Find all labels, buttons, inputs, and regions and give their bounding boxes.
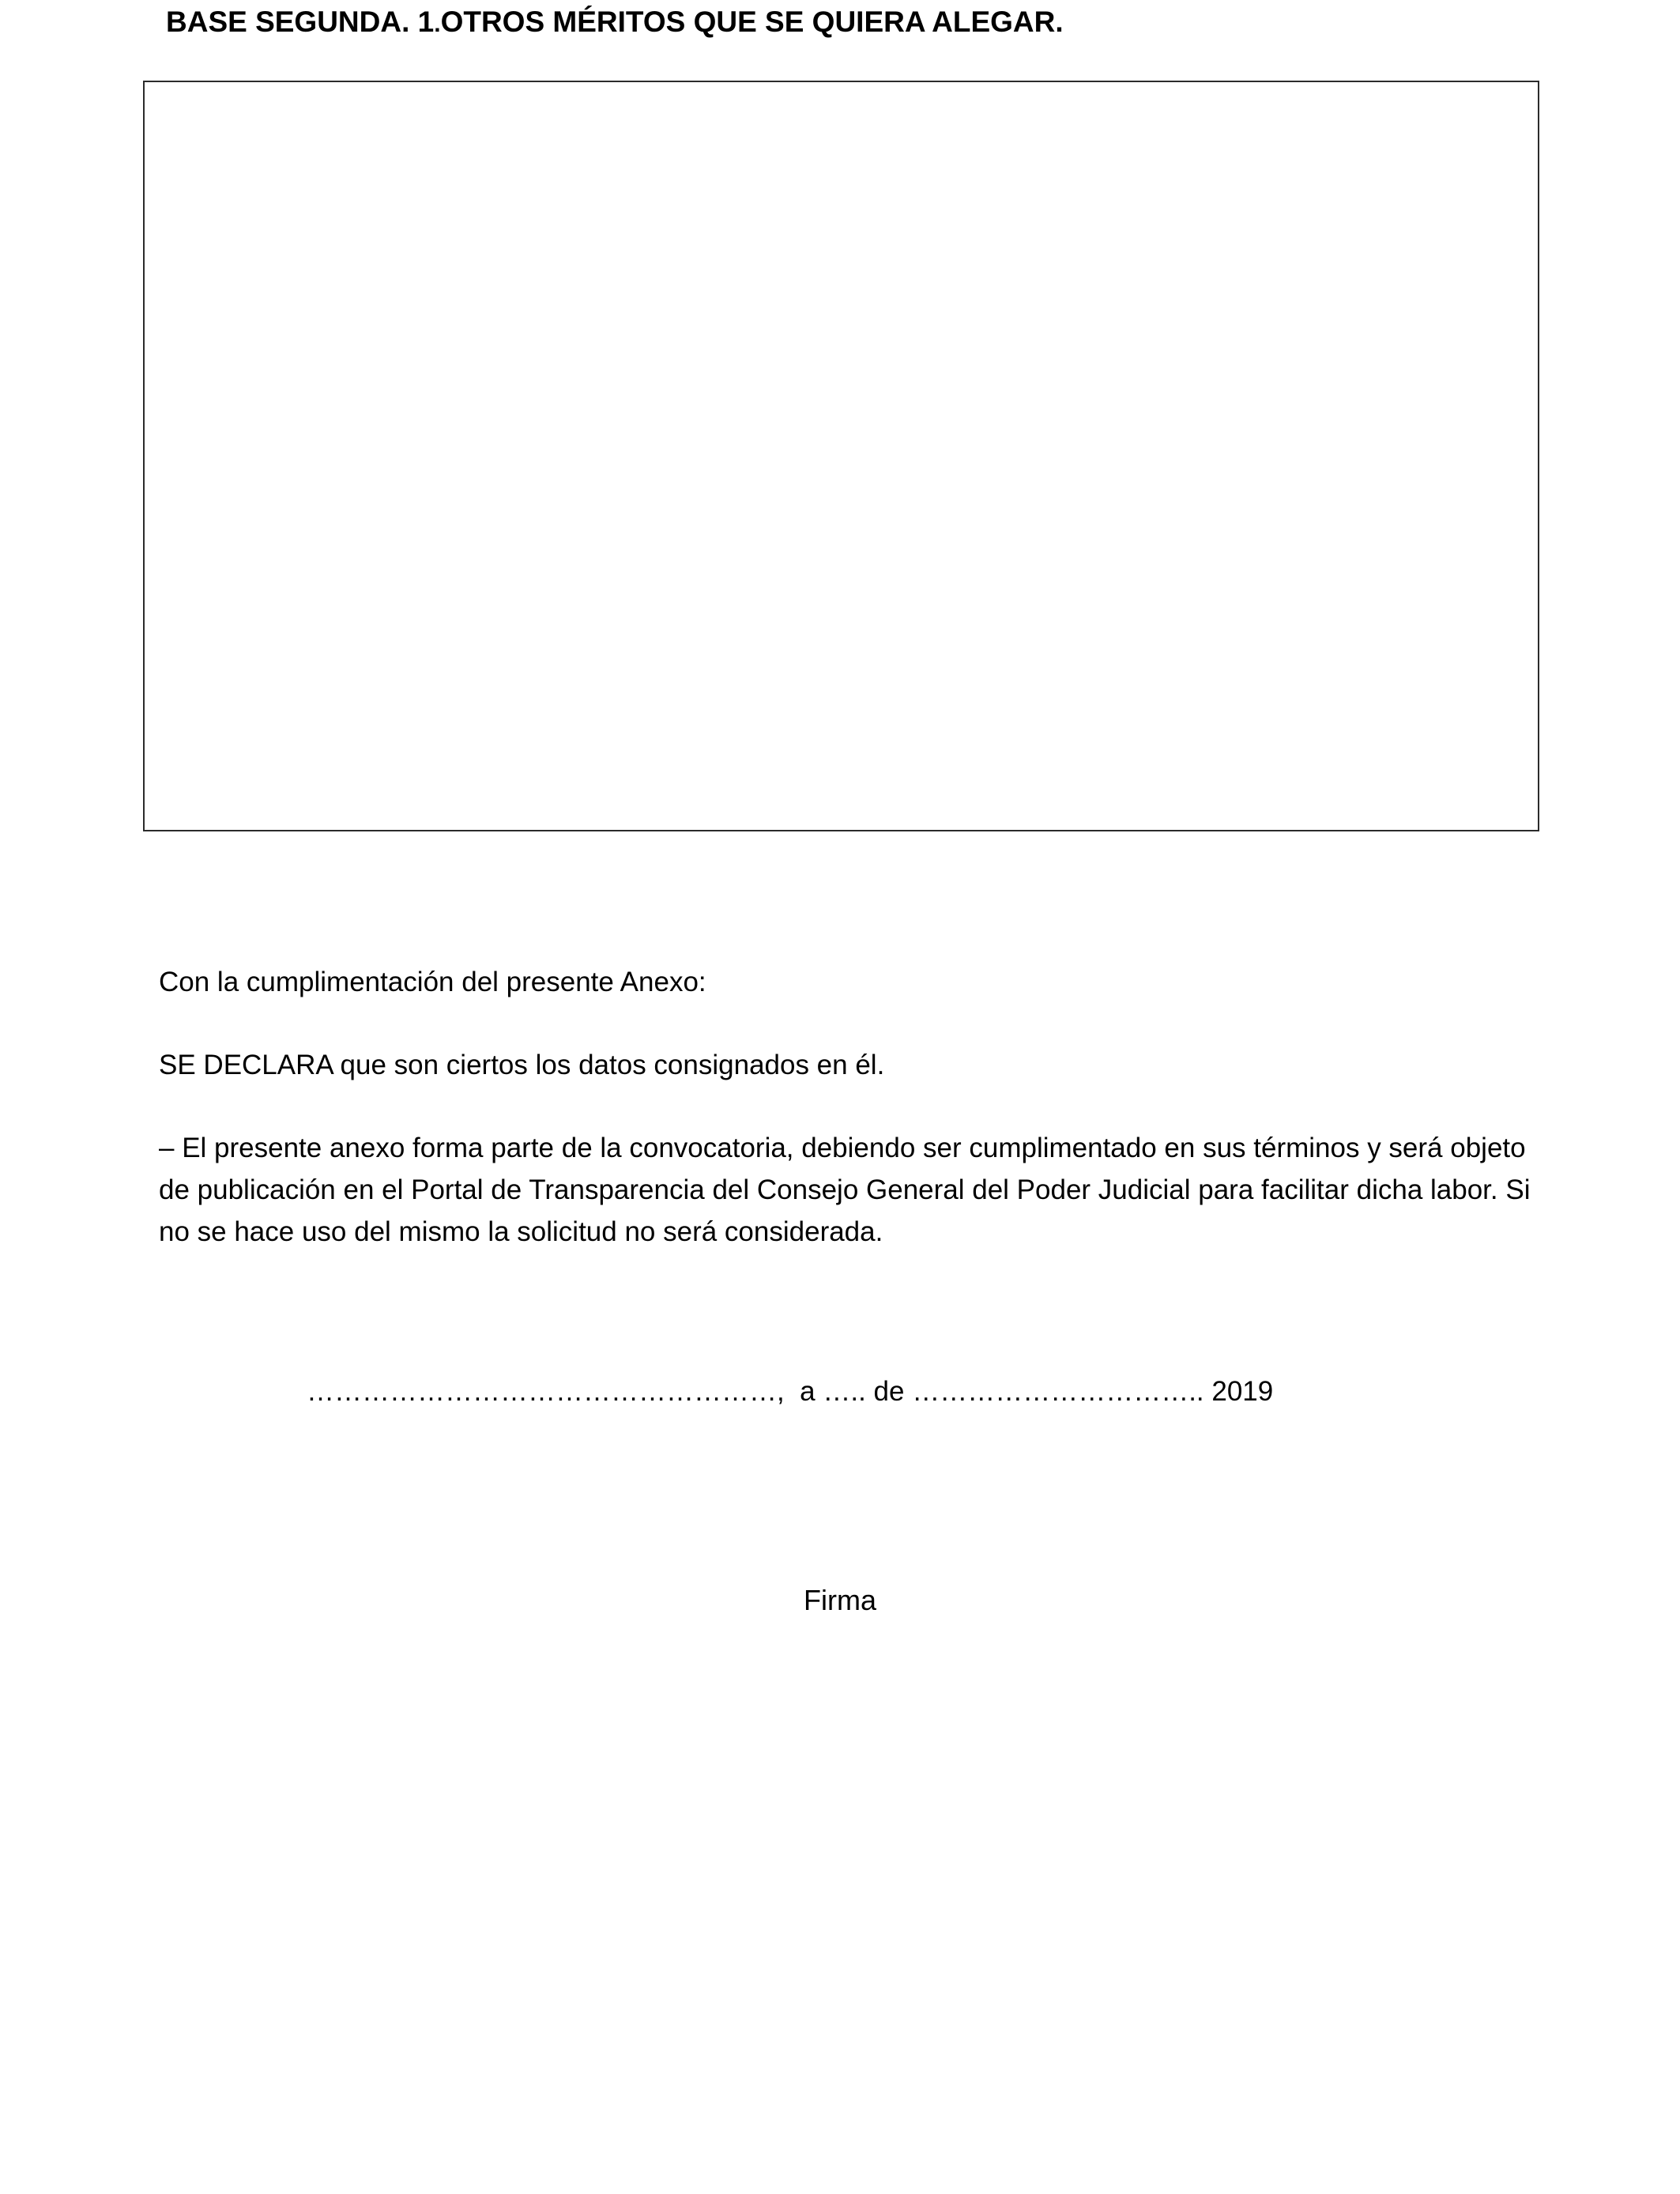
annex-note bbox=[159, 1127, 1550, 1253]
annex-note-line: no se hace uso del mismo la solicitud no será considerada. bbox=[159, 1216, 883, 1247]
section-heading-title: OTROS MÉRITOS QUE SE QUIERA ALEGAR. bbox=[440, 6, 1064, 38]
signature-label: Firma bbox=[804, 1584, 876, 1616]
section-heading-dot: . bbox=[434, 11, 441, 37]
intro-text: Con la cumplimentación del presente Anexo: bbox=[159, 967, 706, 997]
annex-note-line: – El presente anexo forma parte de la convocatoria, debiendo ser cumplimentado en sus términos y será objeto bbox=[159, 1133, 1526, 1163]
merits-entry-box[interactable] bbox=[143, 81, 1539, 831]
section-heading-number: BASE SEGUNDA. 1 bbox=[166, 6, 435, 38]
annex-note-line: de publicación en el Portal de Transparencia del Consejo General del Poder Judicial para facilitar dicha labor. Si bbox=[159, 1174, 1531, 1205]
section-heading bbox=[166, 3, 1064, 43]
declaration-text: SE DECLARA que son ciertos los datos consignados en él. bbox=[159, 1050, 885, 1080]
place-date-line[interactable]: ……………………………………………, a ….. de ………………………….. 2019 bbox=[307, 1376, 1274, 1407]
